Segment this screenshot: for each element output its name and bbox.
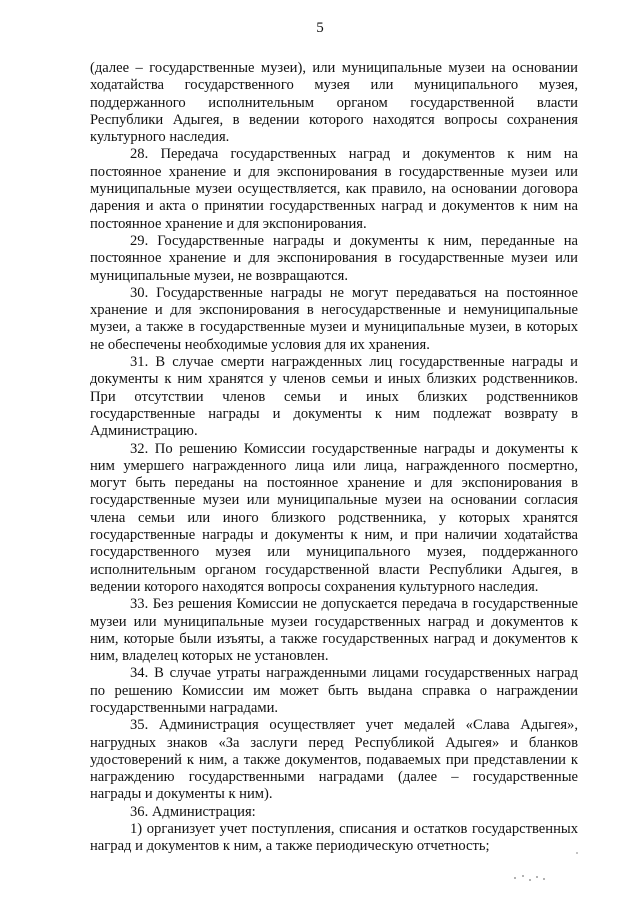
scan-dot bbox=[576, 852, 578, 854]
paragraph-item-32: 32. По решению Комиссии государственные награды и документы к ним умершего награжденного лица или лица, награжденного посмертно, могут быть переданы на постоянное хранение и для экспонирования в государственные музеи или муниципальные музеи на основании согласия члена семьи или иного близкого родственника, у которых хранятся государственные награды и документы к ним, и при наличии ходатайства государственного музея или муниципального музея, поддержанного исполнительным органом государственной власти Республики Адыгея, в ведении которого находятся вопросы сохранения культурного наследия. bbox=[90, 440, 578, 595]
paragraph-item-34: 34. В случае утраты награжденными лицами государственных наград по решению Комиссии им может быть выдана справка о награждении государственными наградами. bbox=[90, 665, 578, 716]
document-body bbox=[90, 60, 578, 856]
scan-noise bbox=[512, 871, 552, 883]
page-number: 5 bbox=[316, 20, 324, 36]
paragraph-item-30: 30. Государственные награды не могут передаваться на постоянное хранение и для экспонирования в негосударственные и немуниципальные музеи, а также в государственные музеи и муниципальные музеи, в которых не обеспечены необходимые условия для их хранения. bbox=[90, 284, 578, 353]
paragraph-item-36: 36. Администрация: bbox=[130, 803, 256, 820]
paragraph-item-31: 31. В случае смерти награжденных лиц государственные награды и документы к ним хранятся у членов семьи и иных близких родственников. При отсутствии членов семьи и иных близких родственников государственные награды и документы к ним подлежат возврату в Администрацию. bbox=[90, 354, 578, 440]
paragraph-item-35: 35. Администрация осуществляет учет медалей «Слава Адыгея», нагрудных знаков «За заслуги перед Республикой Адыгея» и бланков удостоверений к ним, а также документов, подаваемых при представлении к награждению государственными наградами (далее – государственные награды и документы к ним). bbox=[90, 717, 578, 803]
paragraph-continuation: (далее – государственные музеи), или муниципальные музеи на основании ходатайства государственного музея или муниципального музея, поддержанного исполнительным органом государственной власти Республики Адыгея, в ведении которого находятся вопросы сохранения культурного наследия. bbox=[90, 60, 578, 146]
paragraph-item-29: 29. Государственные награды и документы к ним, переданные на постоянное хранение и для экспонирования в государственные музеи или муниципальные музеи, не возвращаются. bbox=[90, 232, 578, 284]
paragraph-subitem-36-1: 1) организует учет поступления, списания и остатков государственных наград и документов к ним, а также периодическую отчетность; bbox=[90, 821, 578, 855]
paragraph-item-28: 28. Передача государственных наград и документов к ним на постоянное хранение и для экспонирования в государственные музеи или муниципальные музеи осуществляется, как правило, на основании договора дарения и акта о принятии государственных наград и документов к ним на постоянное хранение и для экспонирования. bbox=[90, 146, 578, 232]
paragraph-item-33: 33. Без решения Комиссии не допускается передача в государственные музеи или муниципальные музеи государственных наград и документов к ним, которые были изъяты, а также государственных наград и документов к ним, владелец которых не установлен. bbox=[90, 596, 578, 665]
